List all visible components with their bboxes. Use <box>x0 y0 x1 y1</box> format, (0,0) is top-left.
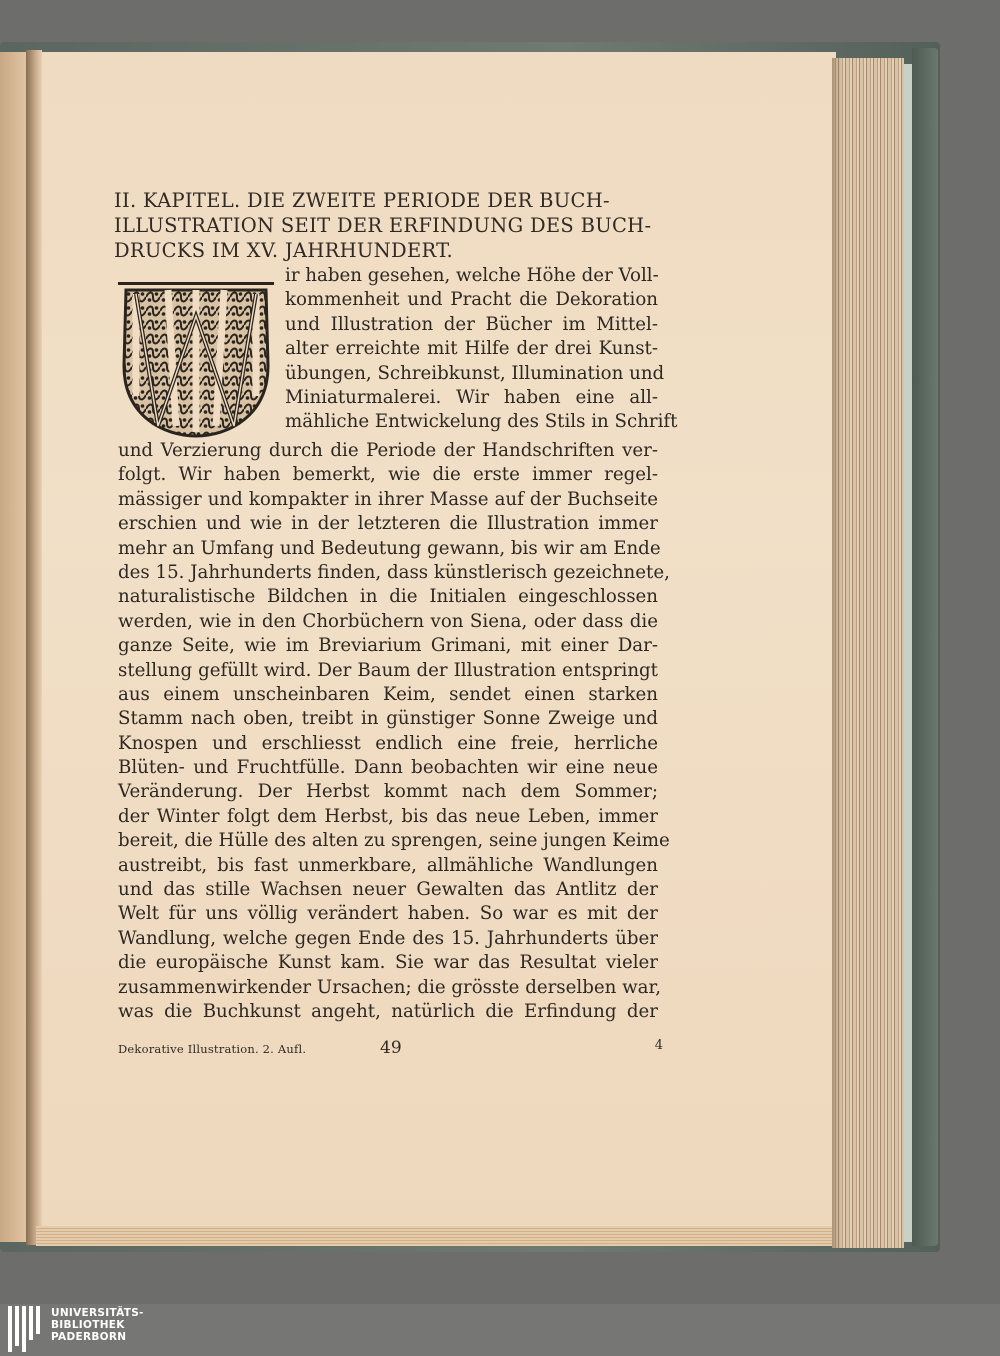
text-line: Stamm nach oben, treibt in günstiger Sonne Zweige und <box>118 708 658 730</box>
text-line: folgt. Wir haben bemerkt, wie die erste immer regel- <box>118 464 658 486</box>
text-line: Welt für uns völlig verändert haben. So war es mit der <box>118 903 658 925</box>
text-line: und Verzierung durch die Periode der Handschriften ver- <box>118 440 658 461</box>
text-line: Miniaturmalerei. Wir haben eine all- <box>285 386 658 408</box>
page-stack-shadow <box>832 58 842 1248</box>
text-line: die europäische Kunst kam. Sie war das Resultat vieler <box>118 952 658 974</box>
library-logo-text <box>51 1307 144 1343</box>
text-line: werden, wie in den Chorbüchern von Siena, oder dass die <box>118 610 658 632</box>
page-gutter <box>26 50 42 1245</box>
text-line: austreibt, bis fast unmerkbare, allmähliche Wandlungen <box>118 854 658 876</box>
left-page-edge <box>0 52 28 1242</box>
heading-line: ILLUSTRATION SEIT DER ERFINDUNG DES BUCH- <box>114 214 652 237</box>
page-number: 49 <box>380 1038 402 1058</box>
text-line: was die Buchkunst angeht, natürlich die Erfindung der <box>118 1000 658 1022</box>
chapter-heading <box>114 188 674 263</box>
library-name-line: UNIVERSITÄTS- <box>51 1307 144 1319</box>
page-footer <box>118 1038 663 1062</box>
text-line: der Winter folgt dem Herbst, bis das neue Leben, immer <box>118 805 658 827</box>
text-line: mässiger und kompakter in ihrer Masse auf der Buchseite <box>118 488 658 510</box>
text-line: aus einem unscheinbaren Keim, sendet einen starken <box>118 683 658 705</box>
text-line: ganze Seite, wie im Breviarium Grimani, mit einer Dar- <box>118 635 658 657</box>
library-name-line: BIBLIOTHEK <box>51 1319 125 1331</box>
text-line: und Illustration der Bücher im Mittel- <box>285 313 658 335</box>
heading-line: II. KAPITEL. DIE ZWEITE PERIODE DER BUCH- <box>114 189 610 212</box>
page-bottom-edge <box>36 1226 834 1246</box>
sheet-number: 4 <box>654 1038 663 1053</box>
body-text-indented <box>118 264 678 435</box>
body-text <box>118 439 670 1024</box>
text-line: zusammenwirkender Ursachen; die grösste derselben war, <box>118 976 661 998</box>
text-line: mehr an Umfang und Bedeutung gewann, bis wir am Ende <box>118 537 661 559</box>
text-line: Blüten- und Fruchtfülle. Dann beobachten wir eine neue <box>118 757 658 779</box>
text-line: übungen, Schreibkunst, Illumination und <box>285 362 665 384</box>
text-line: erschien und wie in der letzteren die Illustration immer <box>118 513 658 535</box>
text-line: mähliche Entwickelung des Stils in Schrift <box>285 411 678 433</box>
printer-signature: Dekorative Illustration. 2. Aufl. <box>118 1042 307 1056</box>
text-line: ir haben gesehen, welche Höhe der Voll- <box>285 265 659 286</box>
text-line: Wandlung, welche gegen Ende des 15. Jahrhunderts über <box>118 927 658 949</box>
text-line: stellung gefüllt wird. Der Baum der Illustration entspringt <box>118 659 658 681</box>
text-line: naturalistische Bildchen in die Initialen eingeschlossen <box>118 586 658 608</box>
text-line: Veränderung. Der Herbst kommt nach dem Sommer; <box>118 781 658 803</box>
text-line: des 15. Jahrhunderts finden, dass künstlerisch gezeichnete, <box>118 561 670 583</box>
library-logo-icon <box>8 1306 44 1352</box>
heading-line: DRUCKS IM XV. JAHRHUNDERT. <box>114 239 454 262</box>
text-line: und das stille Wachsen neuer Gewalten das Antlitz der <box>118 879 658 901</box>
book-board-right <box>912 48 938 1246</box>
text-line: bereit, die Hülle des alten zu sprengen, seine jungen Keime <box>118 830 670 852</box>
library-footer-bar <box>0 1304 1000 1356</box>
library-name-line: PADERBORN <box>51 1331 127 1343</box>
text-line: kommenheit und Pracht die Dekoration <box>285 289 658 311</box>
text-line: alter erreichte mit Hilfe der drei Kunst- <box>285 338 658 360</box>
text-line: Knospen und erschliesst endlich eine freie, herrliche <box>118 732 658 754</box>
page-stack-edge <box>832 58 904 1248</box>
